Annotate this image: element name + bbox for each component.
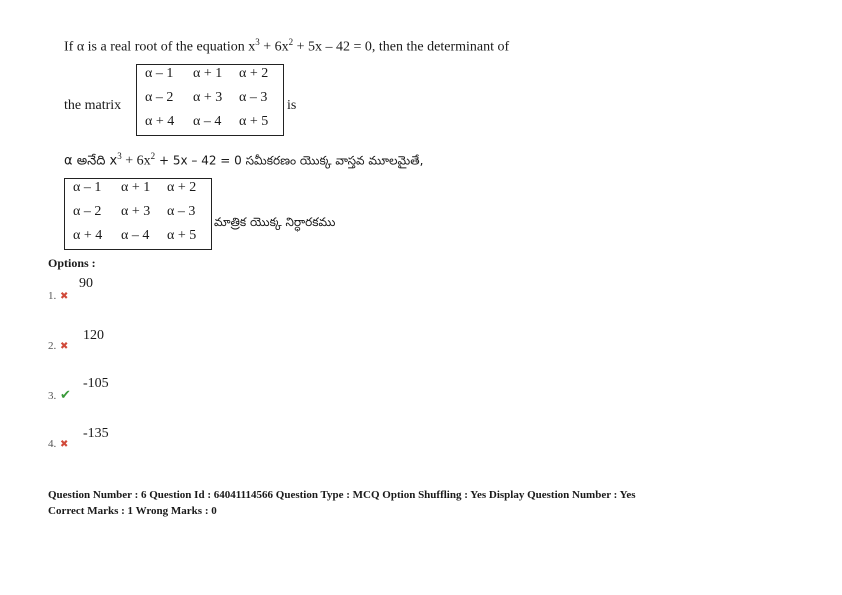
option-number: 2.	[48, 340, 57, 352]
matrix-cell: α – 1	[145, 66, 174, 81]
matrix-cell: α + 3	[193, 90, 223, 105]
matrix-cell: α + 3	[121, 204, 151, 219]
matrix-row	[65, 204, 211, 228]
exponent: 2	[288, 37, 294, 47]
the-matrix-label: the matrix	[64, 98, 122, 113]
matrix-cell: α – 2	[73, 204, 102, 219]
cross-icon: ✖	[60, 341, 69, 352]
matrix-cell: α – 2	[145, 90, 174, 105]
matrix-cell: α – 3	[239, 90, 268, 105]
telugu-matrix-caption: మాత్రిక యొక్క నిర్ధారకము	[214, 215, 336, 229]
telugu-part: + 6x	[121, 153, 151, 169]
telugu-part: α అనేది x	[64, 153, 118, 169]
check-icon: ✔	[60, 388, 71, 403]
matrix-cell: α + 1	[121, 180, 151, 195]
matrix-cell: α – 4	[121, 228, 150, 243]
option-value: -135	[83, 426, 109, 441]
matrix-cell: α + 2	[239, 66, 269, 81]
question-text	[64, 37, 509, 56]
cross-icon: ✖	[60, 439, 69, 450]
question-matrix	[136, 64, 284, 136]
option-2[interactable]	[48, 328, 248, 358]
option-4[interactable]	[48, 426, 248, 456]
question-meta: Question Number : 6 Question Id : 64041114566 Question Type : MCQ Option Shuffling : Yes Display Question Number : Yes	[48, 489, 636, 501]
marks-meta: Correct Marks : 1 Wrong Marks : 0	[48, 505, 217, 517]
matrix-row	[137, 66, 283, 90]
matrix-cell: α + 5	[239, 114, 269, 129]
question-part: If α is a real root of the equation x	[64, 39, 256, 55]
option-number: 3.	[48, 390, 57, 402]
matrix-cell: α + 5	[167, 228, 197, 243]
matrix-row	[65, 180, 211, 204]
cross-icon: ✖	[60, 291, 69, 302]
question-part: + 6x	[259, 39, 289, 55]
matrix-cell: α – 1	[73, 180, 102, 195]
matrix-row	[65, 228, 211, 252]
telugu-question-text	[64, 151, 423, 172]
option-3[interactable]	[48, 376, 248, 406]
is-label: is	[287, 98, 297, 113]
exponent: 3	[255, 37, 260, 47]
option-number: 1.	[48, 290, 57, 302]
option-value: 90	[79, 276, 93, 291]
exponent: 2	[150, 151, 156, 161]
matrix-row	[137, 114, 283, 138]
option-value: -105	[83, 376, 109, 391]
question-part: + 5x – 42 = 0, then the determinant of	[293, 39, 510, 55]
telugu-matrix	[64, 178, 212, 250]
matrix-cell: α + 2	[167, 180, 197, 195]
matrix-cell: α + 4	[145, 114, 175, 129]
matrix-cell: α + 1	[193, 66, 223, 81]
option-value: 120	[83, 328, 104, 343]
matrix-cell: α – 4	[193, 114, 222, 129]
option-number: 4.	[48, 438, 57, 450]
matrix-cell: α + 4	[73, 228, 103, 243]
options-label: Options :	[48, 256, 96, 270]
matrix-cell: α – 3	[167, 204, 196, 219]
telugu-part: + 5x – 42 = 0 సమీకరణం యొక్క వాస్తవ మూలమైతే,	[155, 153, 424, 168]
option-1[interactable]	[48, 276, 248, 306]
matrix-row	[137, 90, 283, 114]
exponent: 3	[117, 151, 122, 161]
